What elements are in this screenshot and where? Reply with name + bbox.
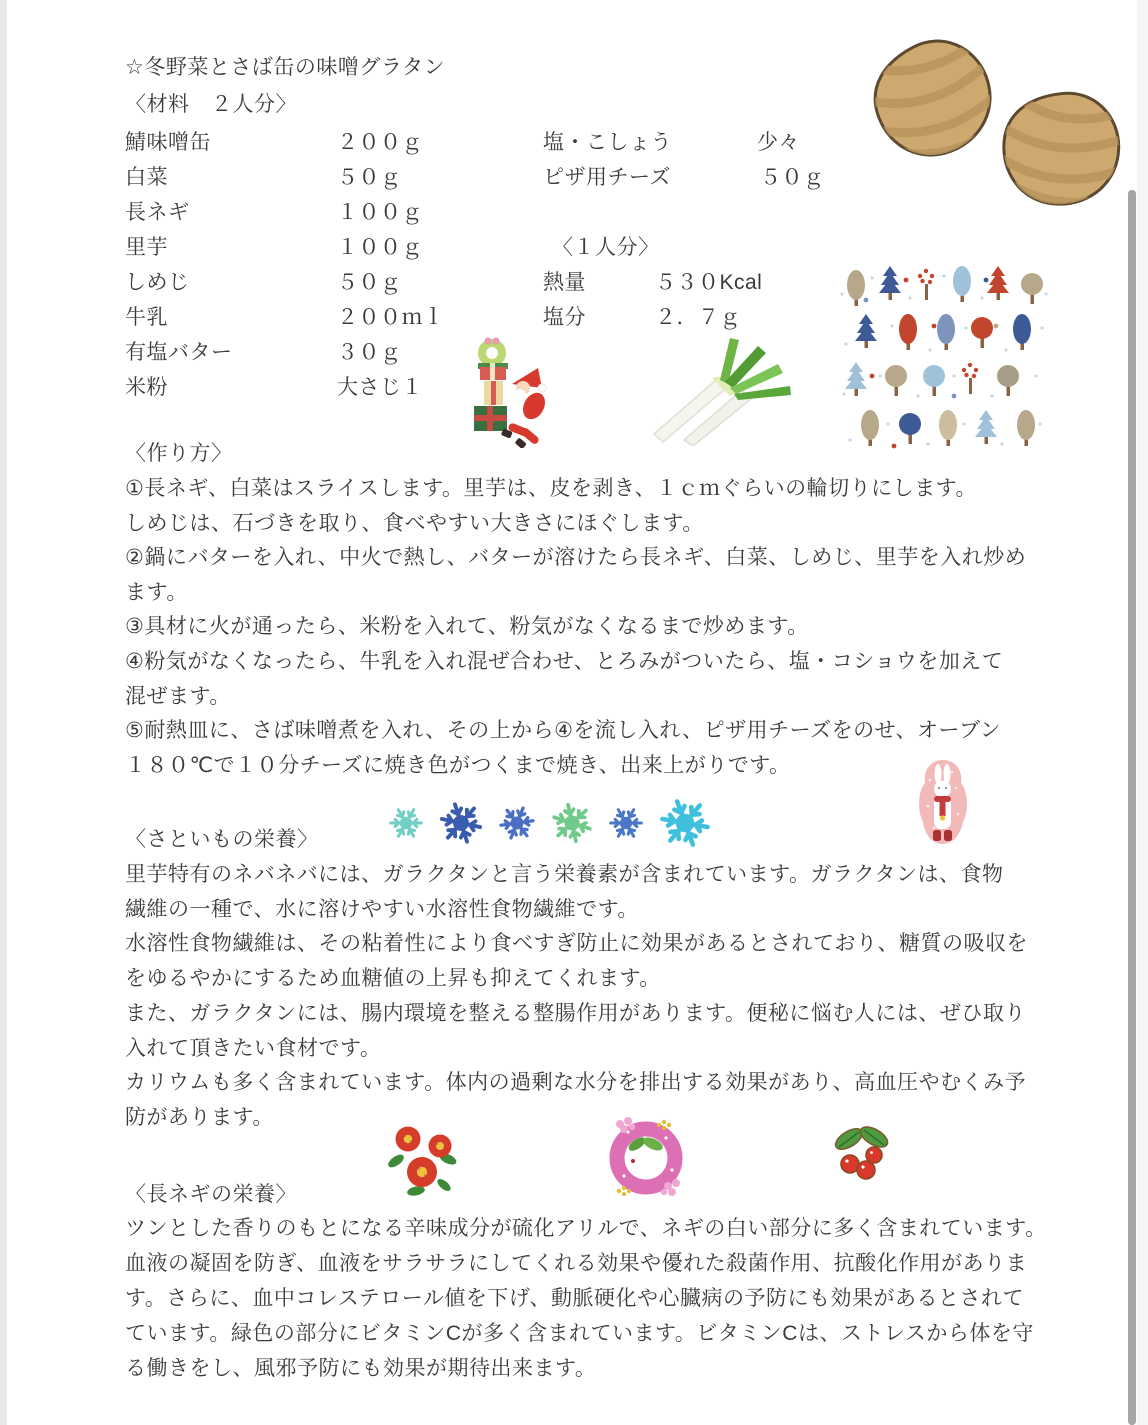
per-serving-heading: 〈１人分〉 — [552, 236, 660, 259]
step-line: ③具材に火が通ったら、米粉を入れて、粉気がなくなるまで炒めます。 — [125, 615, 809, 638]
nutrition-label: 熱量 — [543, 271, 586, 294]
ingredient-amount: ５０ｇ — [337, 166, 402, 189]
ingredient-amount: ５０ｇ — [760, 166, 825, 189]
winter-trees-icon — [836, 264, 1056, 458]
nutrition-value: ２．７ｇ — [655, 306, 741, 329]
ingredient-label: 有塩バター — [125, 341, 233, 364]
ingredient-amount: ２００ｇ — [337, 131, 423, 154]
body-line: す。さらに、血中コレステロール値を下げ、動脈硬化や心臓病の予防にも効果があるとされて — [125, 1287, 1025, 1310]
body-line: 水溶性食物繊維は、その粘着性により食べすぎ防止に効果があるとされており、糖質の吸収を — [125, 932, 1028, 955]
recipe-title: ☆冬野菜とさば缶の味噌グラタン — [125, 56, 446, 79]
ingredient-amount: ５０ｇ — [337, 271, 402, 294]
scrollbar[interactable] — [1137, 0, 1148, 1425]
ingredient-label: ピザ用チーズ — [543, 166, 671, 189]
body-line: る働きをし、風邪予防にも効果が期待出来ます。 — [125, 1357, 597, 1380]
ingredient-amount: ３０ｇ — [337, 341, 402, 364]
body-line: また、ガラクタンには、腸内環境を整える整腸作用があります。便秘に悩む人には、ぜひ取り — [125, 1002, 1026, 1025]
section-heading: 〈長ネギの栄養〉 — [125, 1183, 297, 1206]
scrollbar-thumb[interactable] — [1128, 190, 1136, 1425]
ingredient-label: 里芋 — [125, 236, 168, 259]
ingredient-label: 長ネギ — [125, 201, 190, 224]
step-line: ①長ネギ、白菜はスライスします。里芋は、皮を剥き、１ｃｍぐらいの輪切りにします。 — [125, 477, 977, 500]
body-line: をゆるやかにするため血糖値の上昇も抑えてくれます。 — [125, 967, 661, 990]
body-line: ています。緑色の部分にビタミンCが多く含まれています。ビタミンCは、ストレスから体を守 — [125, 1322, 1034, 1345]
step-line: ます。 — [125, 581, 188, 604]
ingredient-label: 鯖味噌缶 — [125, 131, 211, 154]
step-line: １８０℃で１０分チーズに焼き色がつくまで焼き、出来上がりです。 — [125, 754, 791, 777]
ingredient-label: 牛乳 — [125, 306, 168, 329]
body-line: 血液の凝固を防ぎ、血液をサラサラにしてくれる効果や優れた殺菌作用、抗酸化作用がありま — [125, 1252, 1028, 1275]
body-line: カリウムも多く含まれています。体内の過剰な水分を排出する効果があり、高血圧やむくみ予 — [125, 1071, 1027, 1094]
step-line: ⑤耐熱皿に、さば味噌煮を入れ、その上から④を流し入れ、ピザ用チーズをのせ、オーブン — [125, 719, 1002, 742]
body-line: 繊維の一種で、水に溶けやすい水溶性食物繊維です。 — [125, 898, 639, 921]
santa-gifts-icon — [452, 336, 558, 448]
ingredient-label: 白菜 — [125, 166, 168, 189]
ingredient-amount: 少々 — [757, 131, 800, 154]
step-line: ④粉気がなくなったら、牛乳を入れ混ぜ合わせ、とろみがついたら、塩・コショウを加えて — [125, 650, 1004, 673]
scarf-rabbit-icon — [916, 758, 970, 848]
ingredient-label: 米粉 — [125, 376, 168, 399]
ingredient-amount: 大さじ１ — [337, 376, 423, 399]
body-line: 入れて頂きたい食材です。 — [125, 1037, 382, 1060]
body-line: 里芋特有のネバネバには、ガラクタンと言う栄養素が含まれています。ガラクタンは、食物 — [125, 863, 1004, 886]
body-line: 防があります。 — [125, 1106, 274, 1129]
section-heading: 〈さといもの栄養〉 — [125, 828, 319, 851]
window-left-edge — [0, 0, 7, 1425]
body-line: ツンとした香りのもとになる辛味成分が硫化アリルで、ネギの白い部分に多く含まれています。 — [125, 1217, 1047, 1240]
camellia-icon — [386, 1119, 464, 1201]
ingredient-label: しめじ — [125, 271, 190, 294]
step-line: ②鍋にバターを入れ、中火で熱し、バターが溶けたら長ネギ、白菜、しめじ、里芋を入れ炒め — [125, 546, 1027, 569]
step-line: しめじは、石づきを取り、食べやすい大きさにほぐします。 — [125, 512, 704, 535]
nutrition-label: 塩分 — [543, 306, 586, 329]
steps-heading: 〈作り方〉 — [125, 442, 233, 465]
nutrition-value: ５３０Kcal — [655, 271, 763, 294]
step-line: 混ぜます。 — [125, 685, 231, 708]
taro-icon — [858, 36, 1136, 208]
leek-icon — [646, 330, 796, 446]
ingredient-amount: １００ｇ — [337, 236, 423, 259]
ingredient-label: 塩・こしょう — [543, 131, 672, 154]
holly-icon — [830, 1122, 892, 1190]
snowflakes-divider-icon — [388, 796, 712, 850]
ingredient-amount: ２００ｍｌ — [337, 306, 445, 329]
ingredient-amount: １００ｇ — [337, 201, 423, 224]
ingredients-heading: 〈材料 ２人分〉 — [125, 93, 297, 116]
snow-rabbit-icon — [606, 1114, 686, 1202]
